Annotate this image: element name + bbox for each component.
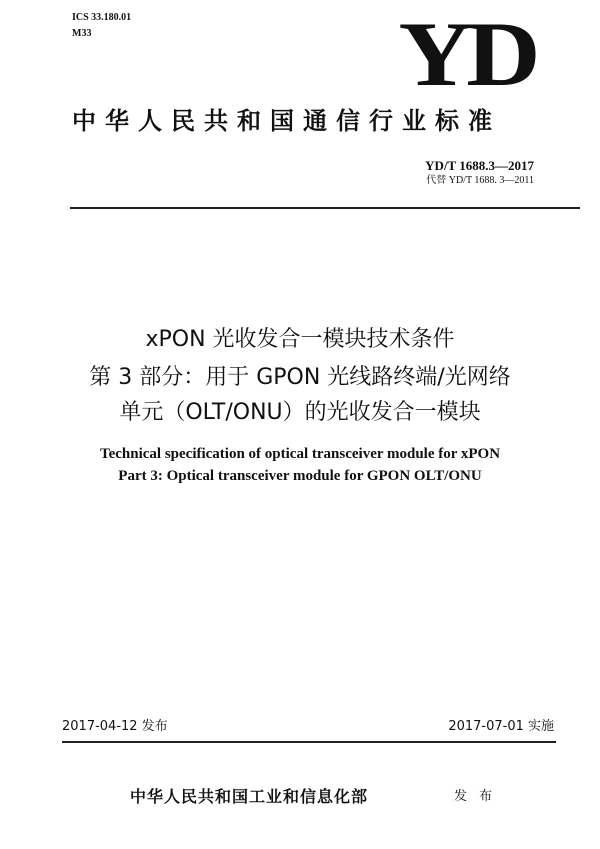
standard-number: YD/T 1688.3—2017 (425, 158, 534, 173)
ics-code: ICS 33.180.01 (72, 12, 132, 23)
classification-code: M33 (72, 28, 92, 39)
standard-category: 中华人民共和国通信行业标准 (72, 107, 501, 135)
publisher: 中华人民共和国工业和信息化部 (130, 787, 369, 806)
footer-divider (62, 741, 556, 743)
title-zh-line2: 第 3 部分：用于 GPON 光线路终端/光网络 (89, 365, 511, 390)
issue-date: 2017-04-12 发布 (62, 719, 168, 734)
publish-action: 发 布 (454, 789, 497, 804)
title-zh-line3: 单元（OLT/ONU）的光收发合一模块 (119, 400, 481, 425)
header-divider (70, 207, 580, 209)
title-en-line1: Technical specification of optical transceiver module for xPON (99, 446, 501, 462)
implementation-date: 2017-07-01 实施 (448, 719, 554, 734)
title-zh-line1: xPON 光收发合一模块技术条件 (145, 327, 455, 352)
yd-logo: YD (398, 3, 534, 105)
title-en-line2: Part 3: Optical transceiver module for GPON OLT/ONU (118, 468, 482, 484)
replaces-note: 代替 YD/T 1688. 3—2011 (426, 175, 534, 186)
